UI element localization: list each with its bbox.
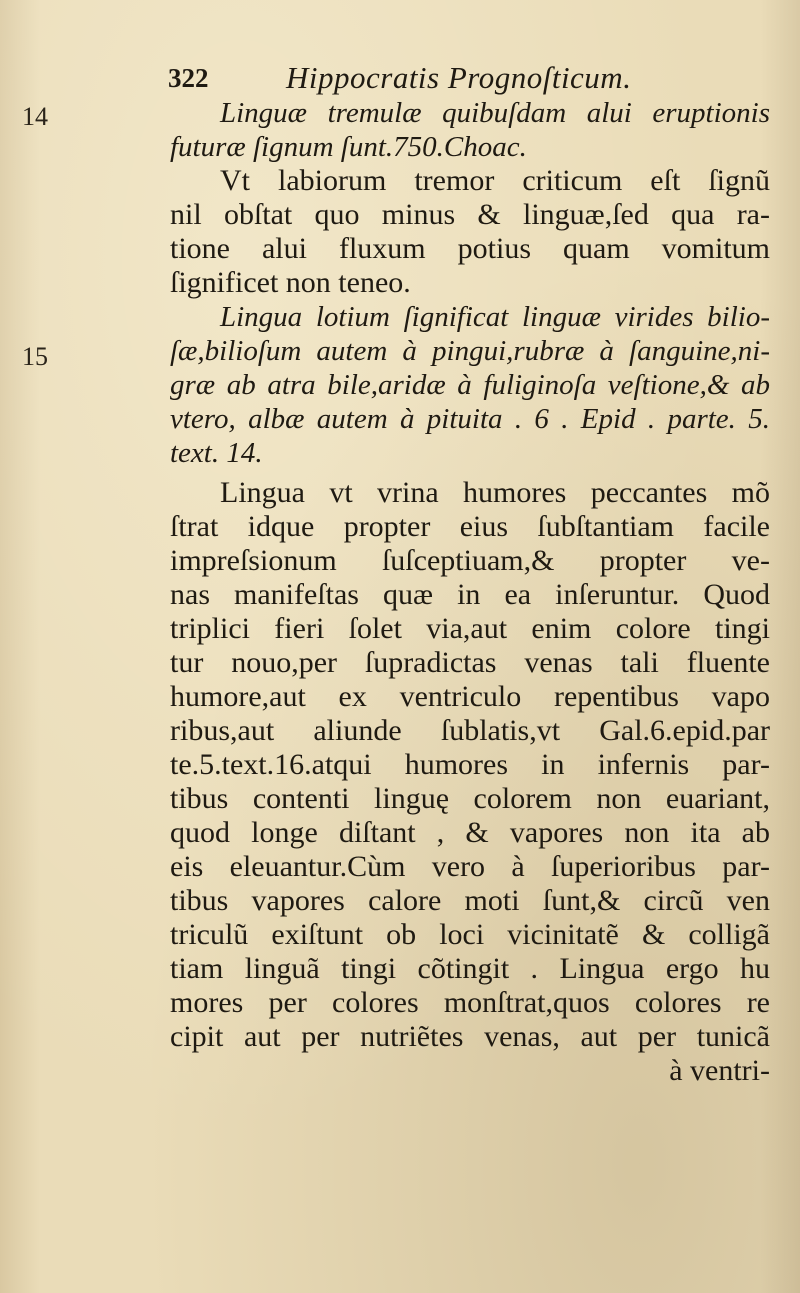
section-15-body-line: nas manifeſtas quæ in ea inſeruntur. Quod [170, 578, 770, 611]
margin-number-15: 15 [22, 342, 48, 371]
section-15-body-line: triplici fieri ſolet via,aut enim colore tingi [170, 612, 770, 645]
section-15-title-line: ſæ,bilioſum autem à pingui,rubræ à ſanguine,ni- [170, 335, 770, 367]
running-title: Hippocratis Prognoſticum. [286, 60, 632, 95]
section-15-body-line: Lingua vt vrina humores peccantes mõ [220, 476, 770, 509]
section-15-title-line: vtero, albæ autem à pituita . 6 . Epid . parte. 5. [170, 403, 770, 435]
section-15-body-line: eis eleuantur.Cùm vero à ſuperioribus par- [170, 850, 770, 883]
section-15-body-line: cipit aut per nutriẽtes venas, aut per tunicã [170, 1020, 770, 1053]
section-15-body-line: ribus,aut aliunde ſublatis,vt Gal.6.epid.par [170, 714, 770, 747]
section-15-body-line: ſtrat idque propter eius ſubſtantiam facile [170, 510, 770, 543]
section-14-body-line: tione alui fluxum potius quam vomitum [170, 232, 770, 265]
section-15-body-line: tibus contenti linguę colorem non euariant, [170, 782, 770, 815]
section-15-body-line: mores per colores monſtrat,quos colores re [170, 986, 770, 1019]
section-15-body-line: humore,aut ex ventriculo repentibus vapo [170, 680, 770, 713]
section-15-body-line: tibus vapores calore moti ſunt,& circũ ven [170, 884, 770, 917]
section-15-body-line: tur nouo,per ſupradictas venas tali fluente [170, 646, 770, 679]
page-number: 322 [168, 63, 209, 93]
section-15-body-line: te.5.text.16.atqui humores in infernis par- [170, 748, 770, 781]
section-15-body-line: quod longe diſtant , & vapores non ita ab [170, 816, 770, 849]
section-15-body-line: triculũ exiſtunt ob loci vicinitatẽ & colligã [170, 918, 770, 951]
margin-number-14: 14 [22, 102, 48, 131]
section-15-title-line: Lingua lotium ſignificat linguæ virides bilio- [220, 301, 770, 333]
section-14-title-line: Linguæ tremulæ quibuſdam alui eruptionis [220, 97, 770, 129]
main-text [170, 96, 770, 1088]
section-14-body-line: Vt labiorum tremor criticum eſt ſignũ [220, 164, 770, 197]
section-15-title-line: græ ab atra bile,aridæ à fuliginoſa veſtione,& ab [170, 369, 770, 401]
section-14-body-line: ſignificet non teneo. [170, 266, 411, 299]
section-14-title-line: futuræ ſignum ſunt.750.Choac. [170, 131, 527, 163]
section-14-body-line: nil obſtat quo minus & linguæ,ſed qua ra- [170, 198, 770, 231]
section-15-body-line: impreſsionum ſuſceptiuam,& propter ve- [170, 544, 770, 577]
catchword: à ventri- [669, 1054, 770, 1087]
page-header [168, 58, 768, 98]
section-15-title-line: text. 14. [170, 437, 263, 469]
section-15-body-line: tiam linguã tingi cõtingit . Lingua ergo hu [170, 952, 770, 985]
